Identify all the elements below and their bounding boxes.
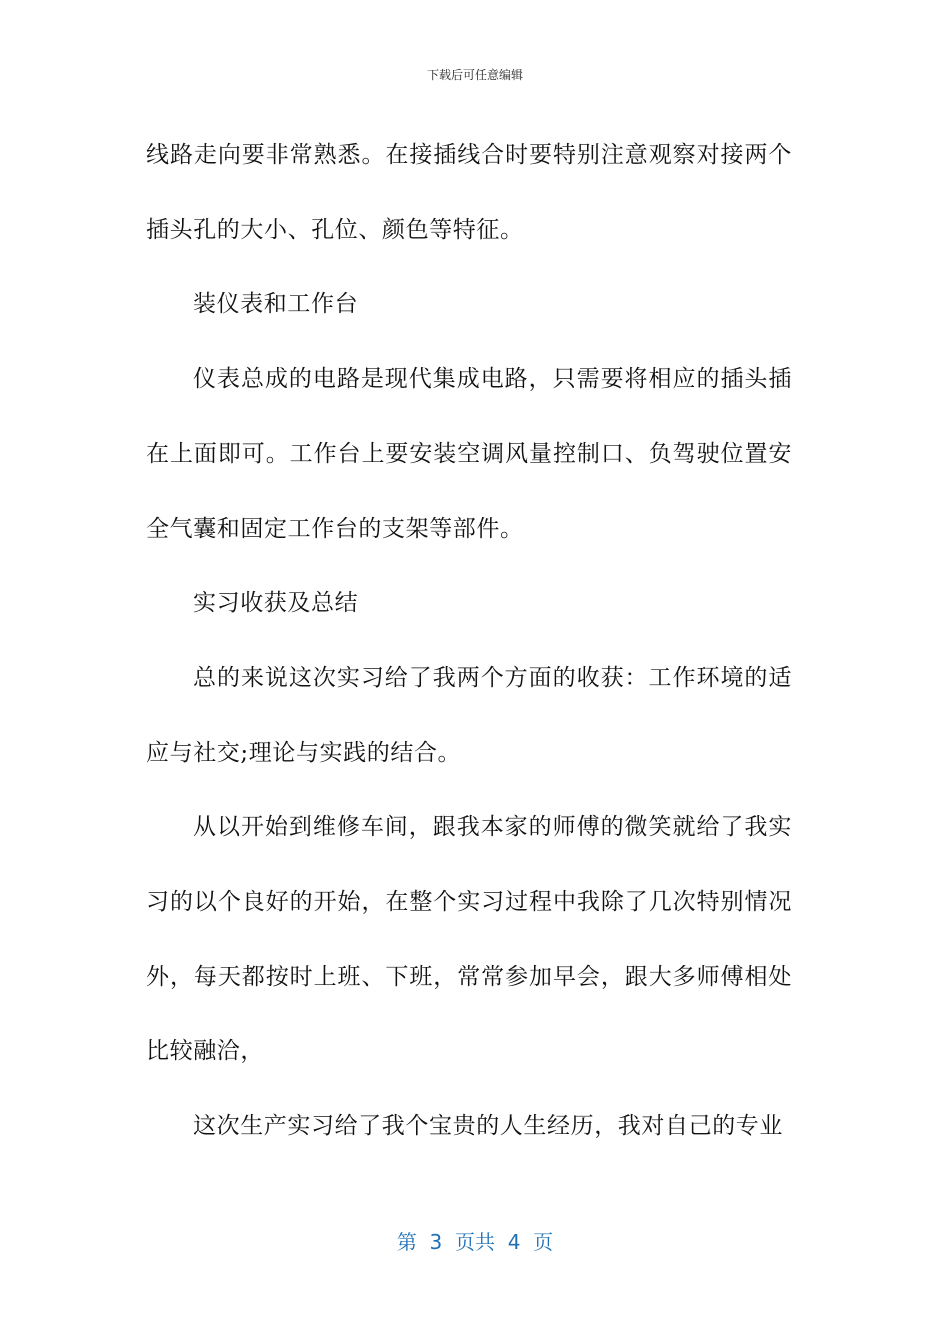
section-heading-summary: 实习收获及总结 [193, 590, 359, 617]
page-number-label: 第 3 页共 4 页 [396, 1230, 554, 1254]
paragraph-5: 这次生产实习给了我个宝贵的人生经历，我对自己的专业 [193, 1113, 783, 1140]
paragraph-2: 仪表总成的电路是现代集成电路，只需要将相应的插头插在上面即可。工作台上要安装空调风量控制口、负驾驶位置安全气囊和固定工作台的支架等部件。 [146, 366, 792, 542]
page-footer [0, 1226, 950, 1255]
page-header: 下载后可任意编辑 [426, 68, 523, 82]
paragraph-4: 从以开始到维修车间，跟我本家的师傅的微笑就给了我实习的以个良好的开始，在整个实习过程中我除了几次特别情况外，每天都按时上班、下班，常常参加早会，跟大多师傅相处比较融洽， [146, 814, 792, 1065]
section-heading-instruments: 装仪表和工作台 [193, 291, 359, 318]
paragraph-1: 线路走向要非常熟悉。在接插线合时要特别注意观察对接两个插头孔的大小、孔位、颜色等特征。 [146, 142, 792, 243]
paragraph-3: 总的来说这次实习给了我两个方面的收获：工作环境的适应与社交;理论与实践的结合。 [146, 664, 792, 766]
document-body [146, 118, 792, 1164]
